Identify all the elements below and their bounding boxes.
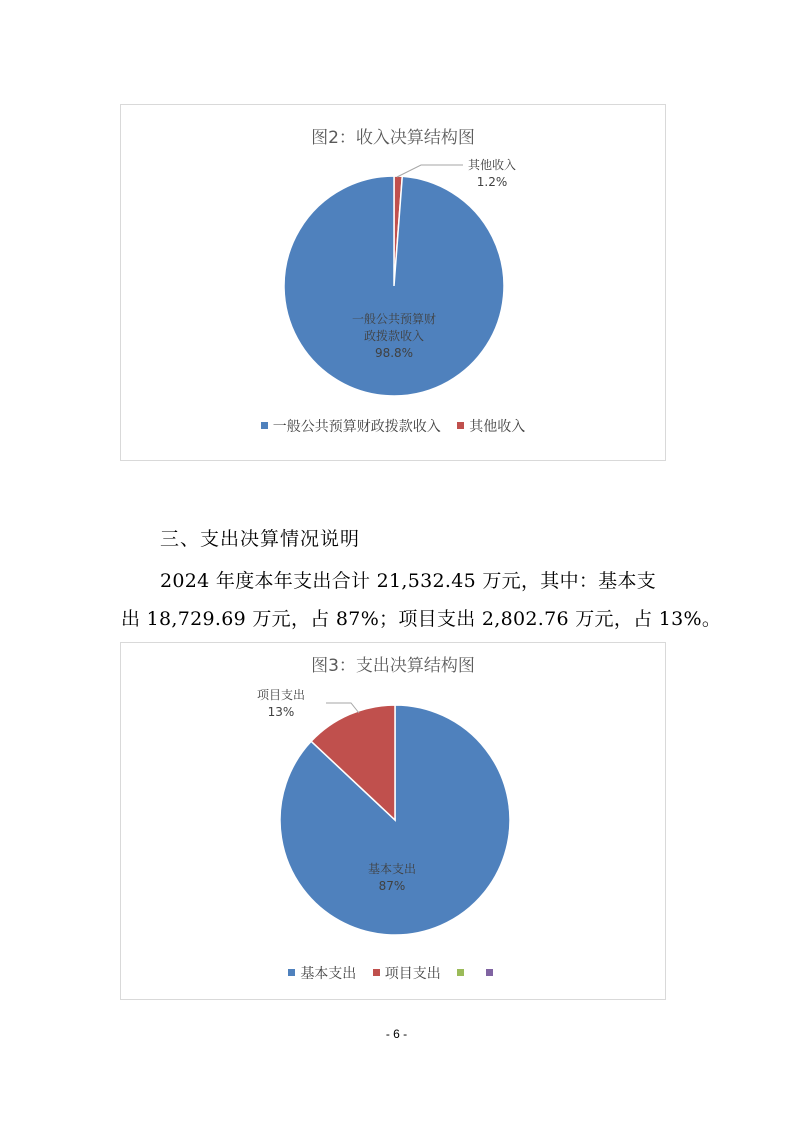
legend-item-other-income: [457, 416, 525, 436]
paragraph-line: 2024 年度本年支出合计 21,532.45 万元，其中：基本支: [160, 570, 657, 592]
pie-data-label: 基本支出 87%: [367, 862, 417, 893]
legend-item-empty-1: [457, 966, 469, 982]
legend-label: 一般公共预算财政拨款收入: [272, 419, 441, 435]
legend-swatch: [457, 969, 464, 976]
income-chart: [120, 104, 666, 461]
expenditure-chart: [120, 642, 666, 1000]
chart-legend: [121, 416, 665, 436]
leader-line: [326, 703, 359, 713]
section-heading: 三、支出决算情况说明: [160, 528, 361, 550]
legend-swatch: [288, 969, 295, 976]
legend-swatch: [261, 422, 268, 429]
legend-label: 项目支出: [384, 966, 441, 982]
pie-data-label: 其他收入 1.2%: [467, 158, 517, 189]
legend-label: 基本支出: [300, 966, 357, 982]
income-pie: [121, 105, 667, 462]
page-number: - 6 -: [385, 1027, 408, 1041]
legend-item-project: [373, 963, 441, 983]
pie-data-label: 项目支出 13%: [256, 688, 306, 719]
legend-swatch: [486, 969, 493, 976]
legend-swatch: [373, 969, 380, 976]
expenditure-pie: [121, 643, 667, 1001]
legend-item-basic: [288, 963, 356, 983]
legend-swatch: [457, 422, 464, 429]
leader-line: [397, 165, 463, 177]
legend-item-empty-2: [486, 966, 498, 982]
pie-slice-2: [284, 176, 504, 396]
chart-title: 图3：支出决算结构图: [311, 656, 475, 676]
paragraph-line: 出 18,729.69 万元，占 87%；项目支出 2,802.76 万元，占 13%。: [121, 608, 722, 630]
chart-legend: [121, 963, 665, 983]
pie-data-label: 一般公共预算财政拨款收入 98.8%: [351, 312, 437, 360]
chart-title: 图2：收入决算结构图: [311, 128, 475, 148]
legend-item-general-budget: [261, 416, 441, 436]
legend-label: 其他收入: [469, 419, 526, 435]
